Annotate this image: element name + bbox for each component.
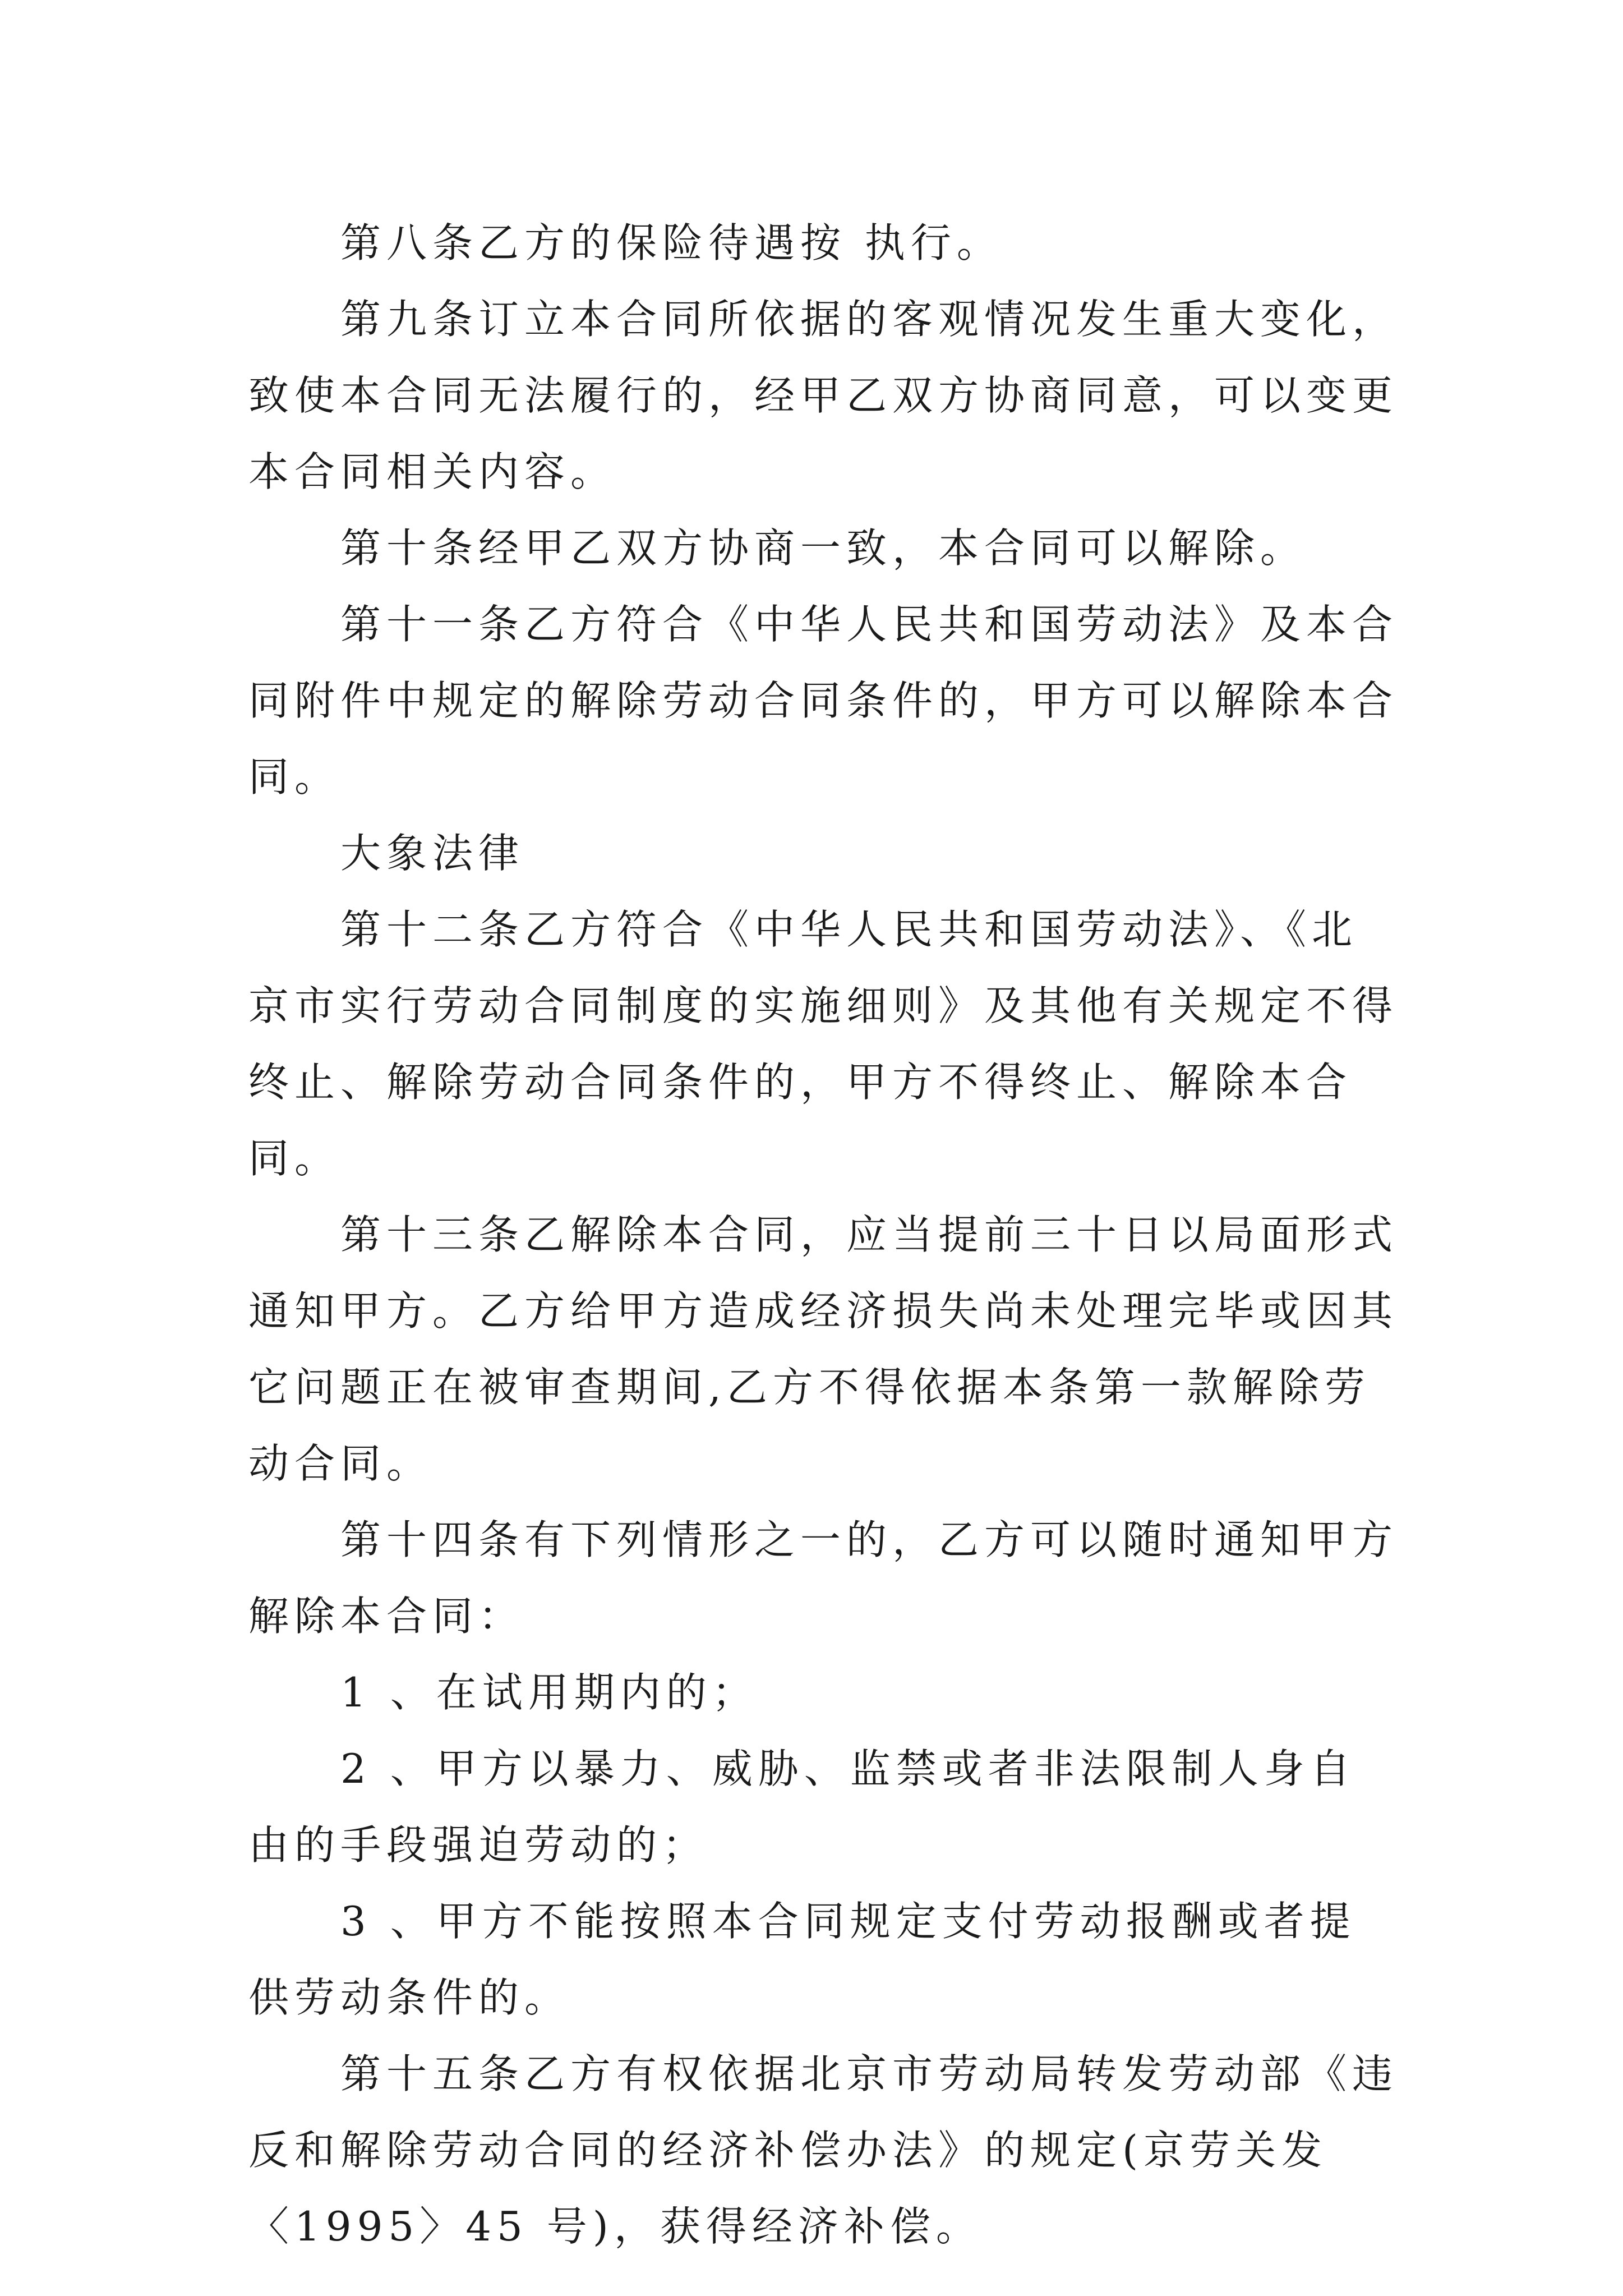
- document-body: [248, 205, 1398, 2265]
- article-13-paragraph: 第十三条乙解除本合同，应当提前三十日以局面形式通知甲方。乙方给甲方造成经济损失尚未处理完毕或因其它问题正在被审查期间,乙方不得依据本条第一款解除劳动合同。: [248, 1211, 1399, 1487]
- article-15-paragraph: 第十五条乙方有权依据北京市劳动局转发劳动部《违反和解除劳动合同的经济补偿办法》的规定(京劳关发〈1995〉45 号)，获得经济补偿。: [248, 2050, 1399, 2250]
- list-item-1: 1 、在试用期内的；: [340, 1669, 758, 1716]
- article-14-paragraph: 第十四条有下列情形之一的，乙方可以随时通知甲方解除本合同：: [248, 1516, 1399, 1640]
- article-12-paragraph: 第十二条乙方符合《中华人民共和国劳动法》、《北京市实行劳动合同制度的实施细则》及其他有关规定不得终止、解除劳动合同条件的，甲方不得终止、解除本合同。: [248, 906, 1399, 1182]
- list-item-2: 2 、甲方以暴力、威胁、监禁或者非法限制人身自由的手段强迫劳动的；: [248, 1745, 1356, 1869]
- list-item-3: 3 、甲方不能按照本合同规定支付劳动报酬或者提供劳动条件的。: [248, 1898, 1356, 2021]
- article-8-paragraph: 第八条乙方的保险待遇按 执行。: [340, 219, 1003, 266]
- article-9-paragraph: 第九条订立本合同所依据的客观情况发生重大变化，致使本合同无法履行的，经甲乙双方协商同意，可以变更本合同相关内容。: [248, 296, 1399, 495]
- inline-note-paragraph: 大象法律: [340, 830, 525, 877]
- article-11-paragraph: 第十一条乙方符合《中华人民共和国劳动法》及本合同附件中规定的解除劳动合同条件的，甲方可以解除本合同。: [248, 601, 1399, 800]
- article-10-paragraph: 第十条经甲乙双方协商一致，本合同可以解除。: [340, 524, 1307, 572]
